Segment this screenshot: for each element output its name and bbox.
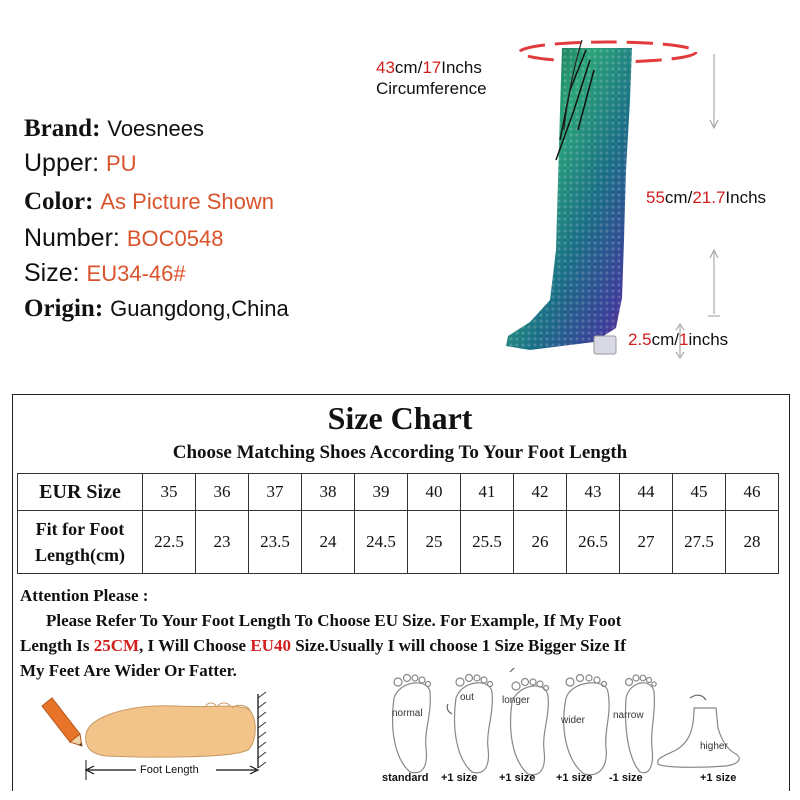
size-chart-subtitle: Choose Matching Shoes According To Your Foot Length [172,442,628,463]
foot-outline-icon [564,683,609,775]
pencil-icon [42,698,82,746]
spec-key: Origin: [24,295,104,322]
circumference-value: 43cm/17Inchs [376,58,482,77]
spec-value: Voesnees [107,116,204,141]
spec-number [24,223,223,254]
eur-size-cell: 40 [408,474,461,511]
foot-type-caption: +1 size [441,772,478,784]
eur-size-cell: 43 [567,474,620,511]
foot-length-cell: 24 [302,511,355,574]
spec-upper [24,148,137,179]
foot-type-caption: +1 size [700,772,737,784]
eur-size-cell: 37 [249,474,302,511]
foot-outline-icon [626,683,655,773]
foot-length-cell: 26.5 [567,511,620,574]
foot-length-cell: 22.5 [143,511,196,574]
eur-size-cell: 46 [726,474,779,511]
spec-origin [24,293,289,324]
size-table [17,473,779,574]
spec-color [24,186,274,217]
size-chart-title: Size Chart [327,400,473,436]
spec-value: PU [106,151,137,176]
eur-size-cell: 36 [196,474,249,511]
foot-type-caption: standard [382,772,429,784]
foot-type-caption: -1 size [609,772,643,784]
foot-type-label: normal [392,708,423,719]
foot-type-label: narrow [613,710,644,721]
attention-line-2: Length Is 25CM, I Will Choose EU40 Size.Usually I will choose 1 Size Bigger Size If [20,636,626,655]
spec-value: As Picture Shown [100,189,275,214]
eur-size-cell: 35 [143,474,196,511]
foot-length-cell: 27 [620,511,673,574]
eur-size-cell: 41 [461,474,514,511]
eur-size-header: EUR Size [18,474,143,511]
foot-length-cell: 23 [196,511,249,574]
foot-type-caption: +1 size [499,772,536,784]
foot-length-header: Fit for Foot Length(cm) [18,511,143,574]
foot-length-cell: 27.5 [673,511,726,574]
eur-size-row [18,474,779,511]
foot-outline-icon [393,683,431,773]
foot-length-row [18,511,779,574]
height-value: 55cm/21.7Inchs [646,188,767,207]
attention-line-3: My Feet Are Wider Or Fatter. [20,661,237,680]
attention-heading: Attention Please : [20,586,149,605]
eur-size-cell: 42 [514,474,567,511]
foot-type-caption: +1 size [556,772,593,784]
heel-value: 2.5cm/1inchs [628,330,729,349]
spec-brand [24,113,204,144]
foot-length-cell: 28 [726,511,779,574]
spec-key: Color: [24,188,94,215]
foot-length-cell: 24.5 [355,511,408,574]
spec-key: Size: [24,259,80,287]
spec-value: EU34-46# [86,261,186,286]
foot-type-label: longer [502,695,530,706]
eur-size-cell: 45 [673,474,726,511]
foot-types-illustration [380,668,790,778]
spec-value: BOC0548 [126,226,224,251]
foot-outline-icon [658,708,739,767]
foot-type-label: higher [700,741,728,752]
circumference-label: Circumference [376,79,487,98]
eur-size-cell: 44 [620,474,673,511]
spec-key: Number: [24,224,120,252]
spec-size [24,258,186,289]
eur-size-cell: 39 [355,474,408,511]
foot-type-label: out [460,692,474,703]
eur-size-cell: 38 [302,474,355,511]
foot-length-cell: 25.5 [461,511,514,574]
spec-value: Guangdong,China [110,296,289,321]
attention-line-1: Please Refer To Your Foot Length To Choose EU Size. For Example, If My Foot [46,611,622,630]
foot-length-cell: 23.5 [249,511,302,574]
spec-key: Upper: [24,149,100,177]
foot-length-cell: 25 [408,511,461,574]
spec-key: Brand: [24,115,101,142]
foot-length-cell: 26 [514,511,567,574]
foot-type-label: wider [561,715,585,726]
foot-length-label: Foot Length [140,764,199,776]
